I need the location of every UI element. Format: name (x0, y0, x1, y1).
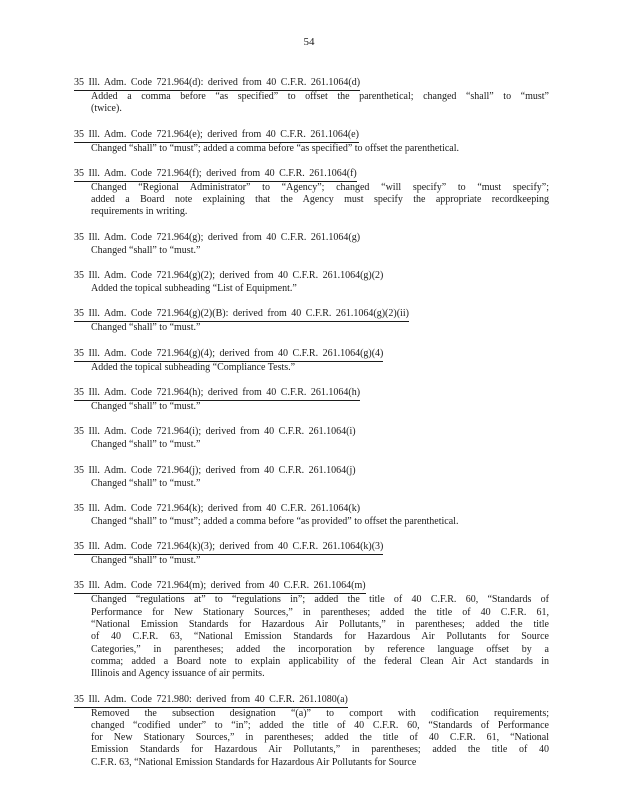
description-line: Performance for New Stationary Sources,” in parentheses; added the title of 40 C.F.R. 61, (91, 606, 549, 618)
amendment-entry (74, 124, 549, 155)
change-description (74, 362, 549, 374)
amendment-entry (74, 382, 549, 413)
amendment-entry (74, 421, 549, 451)
section-citation: 35 Ill. Adm. Code 721.980: derived from 40 C.F.R. 261.1080(a) (74, 694, 348, 708)
change-description (74, 594, 549, 680)
description-line: Added a comma before “as specified” to offset the parenthetical; changed “shall” to “must” (91, 91, 549, 102)
change-description (74, 182, 549, 219)
section-citation: 35 Ill. Adm. Code 721.964(d): derived from 40 C.F.R. 261.1064(d) (74, 77, 360, 91)
section-citation: 35 Ill. Adm. Code 721.964(h); derived from 40 C.F.R. 261.1064(h) (74, 387, 360, 401)
amendment-entry (74, 536, 549, 567)
change-description (74, 439, 549, 451)
description-line: Changed “shall” to “must.” (91, 244, 201, 256)
amendment-entry (74, 163, 549, 219)
description-line: Removed the subsection designation “(a)” to comport with codification requirements; (91, 707, 549, 719)
amendment-entry (74, 689, 549, 769)
section-citation: 35 Ill. Adm. Code 721.964(i); derived from 40 C.F.R. 261.1064(i) (74, 426, 356, 438)
description-line: added a Board note explaining that the Agency must specify the appropriate recordkeeping (91, 194, 549, 206)
description-line: Changed “shall” to “must.” (91, 477, 201, 489)
section-citation: 35 Ill. Adm. Code 721.964(m); derived from 40 C.F.R. 261.1064(m) (74, 580, 366, 594)
description-line: Changed “Regional Administrator” to “Agency”; changed “will specify” to “must specify”; (91, 181, 549, 193)
description-line: Changed “regulations at” to “regulations in”; added the title of 40 C.F.R. 60, “Standards of (91, 594, 549, 606)
change-description (74, 401, 549, 413)
amendment-entry (74, 72, 549, 116)
amendment-entry (74, 498, 549, 528)
description-line: changed “codified under” to “in”; added the title of 40 C.F.R. 60, “Standards of Performance (91, 719, 549, 731)
change-description (74, 143, 549, 155)
amendment-entry (74, 575, 549, 680)
description-line: Changed “shall” to “must”; added a comma before “as provided” to offset the parenthetical. (91, 515, 459, 527)
change-description (74, 245, 549, 257)
section-citation: 35 Ill. Adm. Code 721.964(k); derived from 40 C.F.R. 261.1064(k) (74, 502, 361, 514)
section-citation: 35 Ill. Adm. Code 721.964(e); derived from 40 C.F.R. 261.1064(e) (74, 129, 359, 143)
description-line: Changed “shall” to “must.” (91, 400, 201, 412)
amendment-entry (74, 303, 549, 334)
description-line: (twice). (91, 103, 122, 115)
section-citation: 35 Ill. Adm. Code 721.964(j); derived from 40 C.F.R. 261.1064(j) (74, 464, 356, 476)
change-description (74, 555, 549, 567)
description-line: Added the topical subheading “List of Equipment.” (91, 283, 297, 295)
description-line: Added the topical subheading “Compliance Tests.” (91, 361, 296, 373)
description-line: Illinois and Agency issuance of air permits. (91, 668, 265, 680)
amendment-entry (74, 265, 549, 295)
document-body (74, 72, 549, 777)
description-line: Changed “shall” to “must.” (91, 555, 201, 567)
section-citation: 35 Ill. Adm. Code 721.964(k)(3); derived from 40 C.F.R. 261.1064(k)(3) (74, 541, 383, 555)
amendment-entry (74, 227, 549, 257)
section-citation: 35 Ill. Adm. Code 721.964(g)(2); derived from 40 C.F.R. 261.1064(g)(2) (74, 270, 384, 282)
description-line: comma; added a Board note to explain applicability of the federal Clean Air Act standards in (91, 655, 549, 667)
section-citation: 35 Ill. Adm. Code 721.964(g)(4); derived from 40 C.F.R. 261.1064(g)(4) (74, 348, 383, 362)
description-line: Changed “shall” to “must”; added a comma before “as specified” to offset the parenthetical. (91, 142, 459, 154)
description-line: Changed “shall” to “must.” (91, 439, 201, 451)
amendment-entry (74, 343, 549, 374)
description-line: “National Emission Standards for Hazardous Air Pollutants,” in parentheses; added the title (91, 619, 549, 631)
change-description (74, 516, 549, 528)
description-line: of 40 C.F.R. 63, “National Emission Standards for Hazardous Air Pollutants for Source (91, 631, 549, 643)
change-description (74, 283, 549, 295)
section-citation: 35 Ill. Adm. Code 721.964(f); derived from 40 C.F.R. 261.1064(f) (74, 168, 357, 182)
amendment-entry (74, 460, 549, 490)
description-line: C.F.R. 63, “National Emission Standards for Hazardous Air Pollutants for Source (91, 756, 417, 768)
section-citation: 35 Ill. Adm. Code 721.964(g)(2)(B): derived from 40 C.F.R. 261.1064(g)(2)(ii) (74, 308, 409, 322)
change-description (74, 91, 549, 116)
page-number: 54 (303, 36, 315, 48)
change-description (74, 708, 549, 769)
description-line: for New Stationary Sources,” in parentheses; added the title of 40 C.F.R. 61, “National (91, 732, 549, 744)
description-line: requirements in writing. (91, 206, 188, 218)
description-line: Emission Standards for Hazardous Air Pollutants,” in parentheses; added the title of 40 (91, 744, 549, 756)
change-description (74, 322, 549, 334)
description-line: Categories,” in parentheses; added the incorporation by reference language offset by a (91, 643, 549, 655)
change-description (74, 478, 549, 490)
description-line: Changed “shall” to “must.” (91, 322, 201, 334)
section-citation: 35 Ill. Adm. Code 721.964(g); derived from 40 C.F.R. 261.1064(g) (74, 231, 361, 243)
